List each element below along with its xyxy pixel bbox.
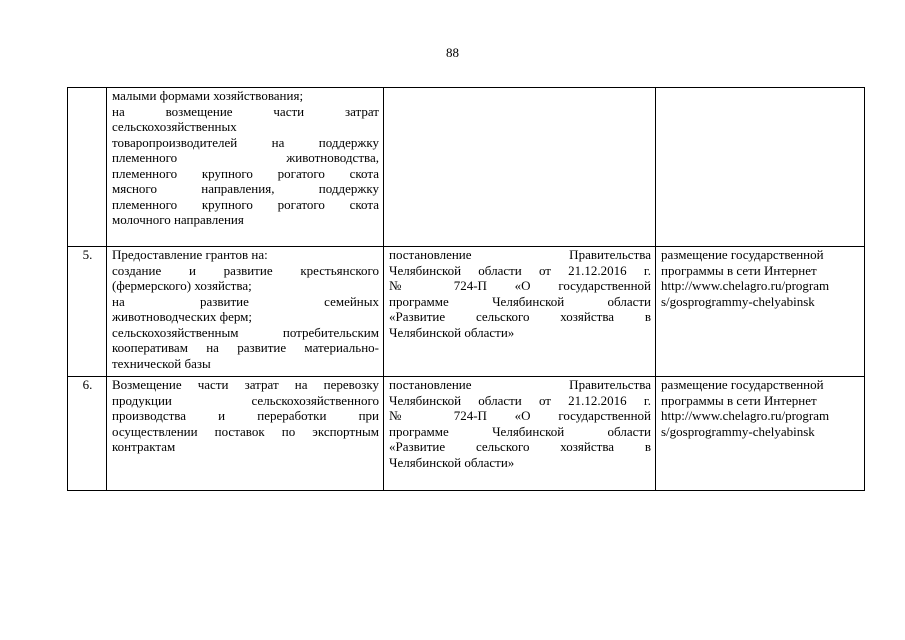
measure-line: товаропроизводителей на поддержку	[112, 134, 379, 150]
table-row	[68, 88, 865, 247]
row-number-cell: 6.	[68, 377, 107, 491]
measure-line: племенного животноводства,	[112, 150, 379, 165]
info-line: программы в сети Интернет	[661, 262, 817, 278]
measure-cell	[107, 377, 384, 491]
measure-line: производства и переработки при	[112, 408, 379, 423]
measure-line: мясного направления, поддержку	[112, 181, 379, 196]
basis-cell	[384, 377, 656, 491]
measure-line: сельскохозяйственных	[112, 119, 237, 134]
table-row	[68, 377, 865, 491]
info-url-line: s/gosprogrammy-chelyabinsk	[661, 423, 815, 439]
measure-line: технической базы	[112, 355, 211, 371]
basis-line: постановление Правительства	[389, 377, 651, 392]
basis-line: программе Челябинской области	[389, 293, 651, 309]
info-line: размещение государственной	[661, 247, 824, 262]
basis-line: № 724-П «О государственной	[389, 278, 651, 293]
basis-line: Челябинской области от 21.12.2016 г.	[389, 262, 651, 278]
table-row	[68, 247, 865, 377]
basis-line: Челябинской области»	[389, 454, 515, 470]
measure-line: на развитие семейных	[112, 293, 379, 309]
info-url-line: http://www.chelagro.ru/program	[661, 278, 830, 293]
info-url-line: s/gosprogrammy-chelyabinsk	[661, 293, 815, 309]
page-number: 88	[446, 45, 459, 60]
info-line: размещение государственной	[661, 377, 824, 392]
measure-cell	[107, 247, 384, 377]
measure-line: молочного направления	[112, 212, 244, 227]
measure-line: кооперативам на развитие материально-	[112, 340, 379, 355]
measure-line: контрактам	[112, 439, 176, 454]
basis-line: «Развитие сельского хозяйства в	[389, 439, 651, 454]
basis-line: «Развитие сельского хозяйства в	[389, 309, 651, 324]
measure-line: создание и развитие крестьянского	[112, 262, 379, 278]
measure-line: Предоставление грантов на:	[112, 247, 268, 262]
info-cell	[656, 377, 865, 491]
measure-line: племенного крупного рогатого скота	[112, 165, 379, 181]
measure-line: сельскохозяйственным потребительским	[112, 324, 379, 340]
row-number-cell	[68, 88, 107, 247]
measure-cell	[107, 88, 384, 247]
info-line: программы в сети Интернет	[661, 392, 817, 408]
row-number-cell: 5.	[68, 247, 107, 377]
info-cell	[656, 88, 865, 247]
measure-line: животноводческих ферм;	[112, 309, 253, 324]
basis-cell	[384, 247, 656, 377]
basis-line: Челябинской области от 21.12.2016 г.	[389, 392, 651, 408]
basis-line: Челябинской области»	[389, 324, 515, 340]
basis-cell	[384, 88, 656, 247]
measure-line: осуществлении поставок по экспортным	[112, 423, 379, 439]
info-url-line: http://www.chelagro.ru/program	[661, 408, 830, 423]
measure-line: Возмещение части затрат на перевозку	[112, 377, 379, 392]
measure-line: племенного крупного рогатого скота	[112, 196, 379, 212]
measure-line: малыми формами хозяйствования;	[112, 88, 304, 103]
basis-line: № 724-П «О государственной	[389, 408, 651, 423]
measure-line: на возмещение части затрат	[112, 103, 379, 119]
measure-line: (фермерского) хозяйства;	[112, 278, 252, 293]
basis-line: программе Челябинской области	[389, 423, 651, 439]
basis-line: постановление Правительства	[389, 247, 651, 262]
measure-line: продукции сельскохозяйственного	[112, 392, 379, 408]
info-cell	[656, 247, 865, 377]
measures-table	[67, 87, 865, 491]
